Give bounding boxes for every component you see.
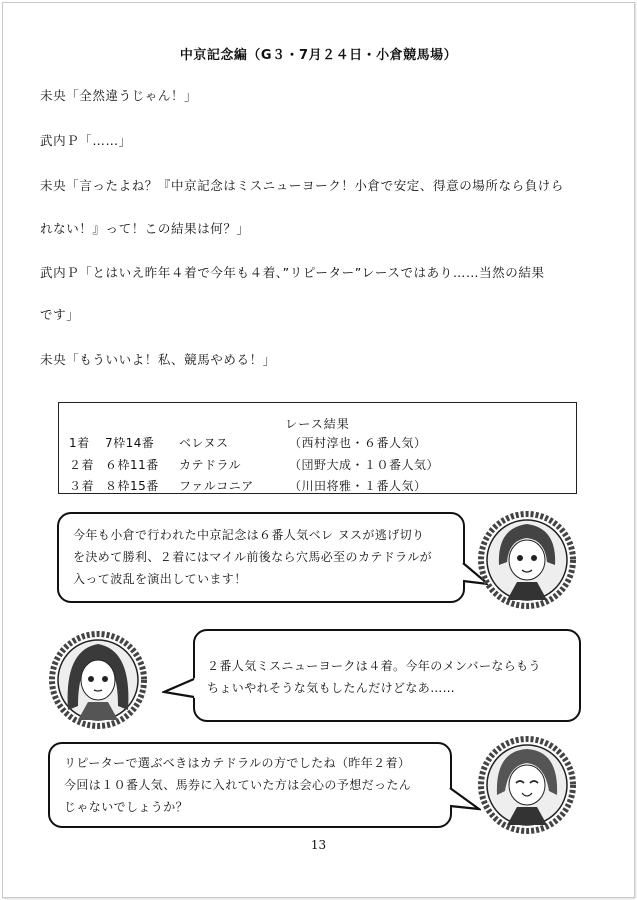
result-jockey: （団野大成・１０番人気）: [289, 458, 440, 472]
result-row: [69, 477, 427, 494]
dialogue-line: れない！』って！この結果は何？」: [40, 221, 250, 236]
result-frame: 7枠14番: [105, 436, 155, 450]
dialogue-line: 武内Ｐ「……」: [40, 133, 132, 148]
result-horse: カテドラル: [179, 458, 242, 472]
character-avatar-icon: [477, 735, 577, 835]
page-number: 13: [310, 838, 327, 852]
result-horse: ベレヌス: [179, 436, 229, 450]
result-frame: ８枠15番: [105, 479, 159, 493]
bubble-line: ２番人気ミスニューヨークは４着。今年のメンバーならもう: [207, 659, 541, 673]
page-title: 中京記念編（G３・7月２４日・小倉競馬場）: [179, 48, 458, 63]
result-rank: ３着: [69, 479, 95, 493]
bubble-line: 入って波乱を演出しています！: [73, 572, 247, 586]
bubble-tail: [447, 785, 481, 813]
bubble-line: 今回は１０番人気、馬券に入れていた方は会心の予想だったん: [64, 778, 412, 792]
bubble-line: リピーターで選ぶべきはカテドラルの方でしたね（昨年２着）: [64, 756, 411, 770]
bubble-line: ちょいやれそうな気もしたんだけどなあ……: [207, 681, 456, 695]
speech-bubble: [48, 742, 452, 828]
character-avatar-icon: [477, 510, 577, 610]
result-rank: ２着: [69, 458, 95, 472]
bubble-tail: [162, 676, 196, 702]
bubble-line: を決めて勝利、２着にはマイル前後なら穴馬必至のカテドラルが: [73, 550, 433, 564]
speech-bubble: [57, 512, 465, 603]
dialogue-line: です」: [40, 307, 80, 322]
result-jockey: （川田将雅・１番人気）: [289, 479, 427, 493]
result-row: [69, 456, 439, 473]
race-results-title: レース結果: [285, 417, 350, 431]
dialogue-line: 未央「全然違うじゃん！」: [40, 88, 198, 103]
result-row: [69, 434, 427, 451]
speech-bubble: [193, 629, 581, 722]
dialogue-line: 未央「言ったよね？『中京記念はミスニューヨーク！小倉で安定、得意の場所なら負けら: [40, 178, 565, 193]
result-horse: ファルコニア: [179, 479, 254, 493]
result-rank: 1着: [69, 436, 90, 450]
dialogue-line: 未央「もういいよ！私、競馬やめる！」: [40, 352, 276, 367]
dialogue-line: 武内Ｐ「とはいえ昨年４着で今年も４着、”リピーター”レースではあり……当然の結果: [40, 265, 545, 280]
race-results-box: [58, 402, 577, 494]
bubble-line: 今年も小倉で行われた中京記念は６番人気ベレ ヌスが逃げ切り: [73, 528, 425, 542]
character-avatar-icon: [48, 630, 148, 730]
bubble-line: じゃないでしょうか？: [64, 800, 189, 814]
result-jockey: （西村淳也・６番人気）: [289, 436, 427, 450]
result-frame: ６枠11番: [105, 458, 159, 472]
